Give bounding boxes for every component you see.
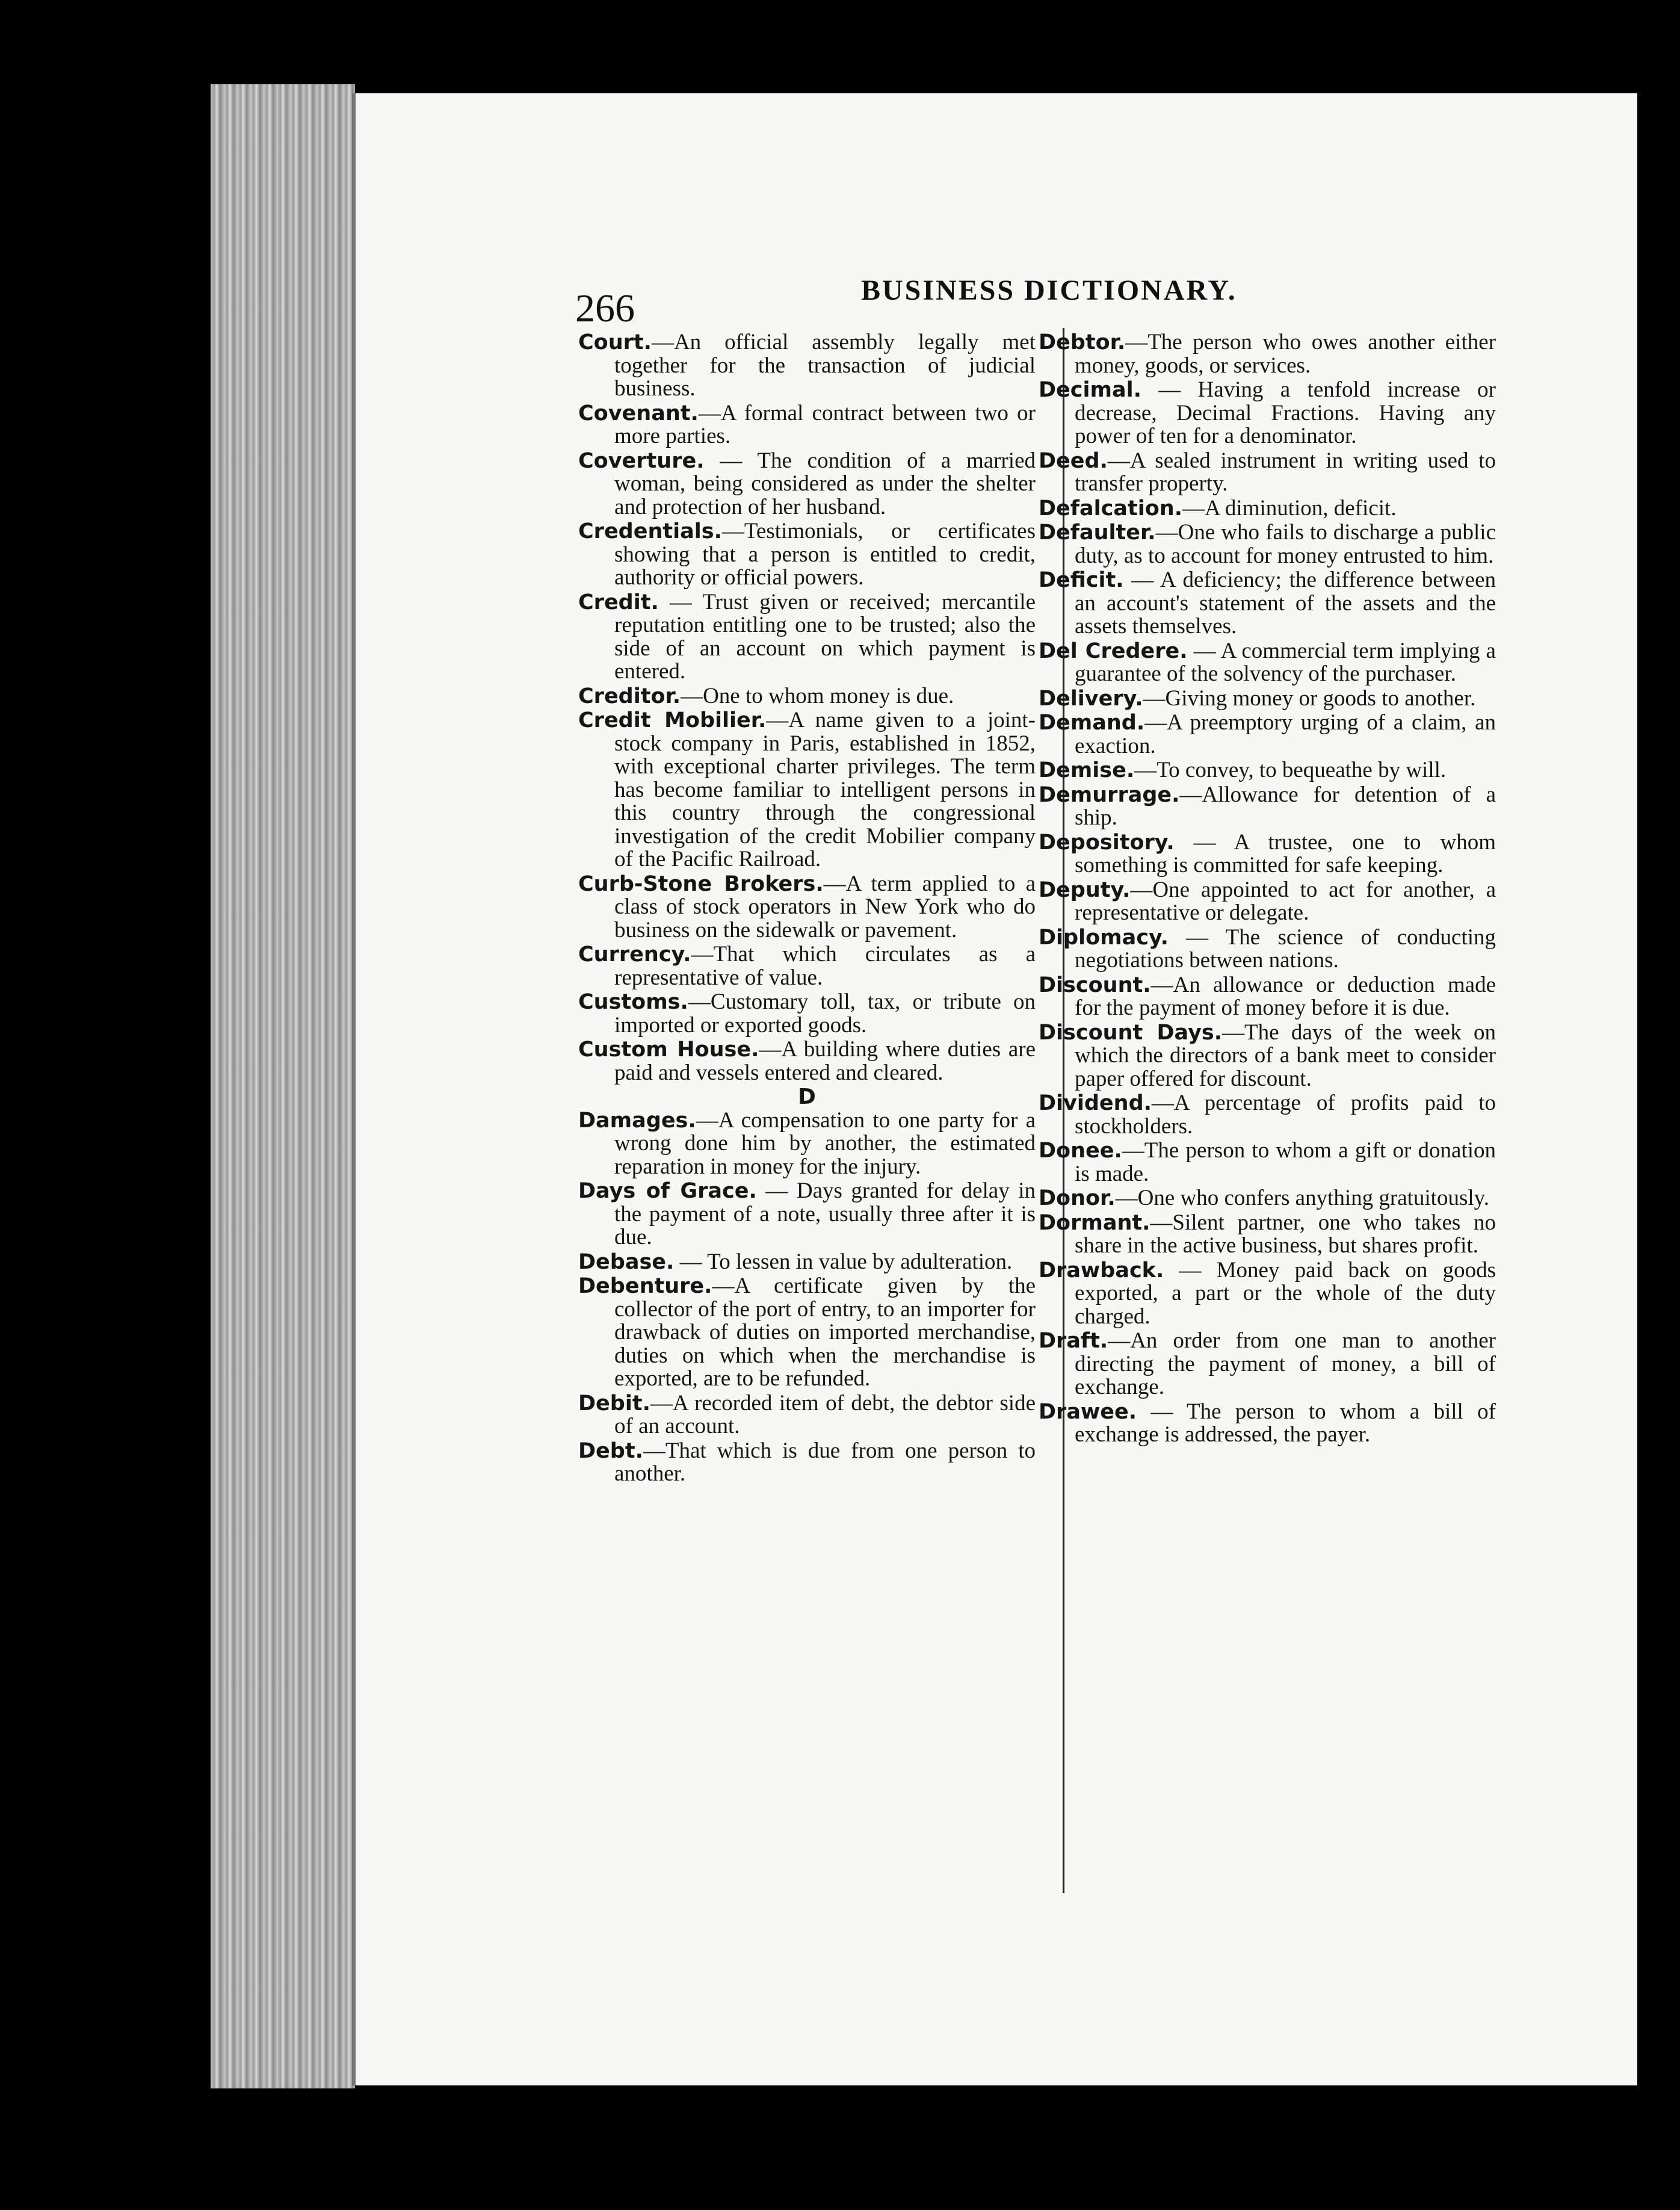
dictionary-entry [1039,687,1496,711]
dictionary-entry [578,685,1036,708]
dictionary-entry [578,1180,1036,1249]
entry-definition: —One to whom money is due. [681,683,954,708]
entry-definition: —An order from one man to another directing the payment of money, a bill of exchange. [1075,1328,1496,1399]
entry-definition: —The person who owes another either money, goods, or services. [1075,330,1496,378]
dictionary-entry [578,520,1036,590]
dictionary-entry [578,1109,1036,1179]
left-entries-d [578,1109,1036,1486]
entry-term: Drawee. [1039,1399,1137,1424]
entry-definition: —The days of the week on which the directors of a bank meet to consider paper offered for discount. [1075,1020,1496,1091]
entry-definition: — The person to whom a bill of exchange is addressed, the payer. [1075,1399,1496,1447]
entry-definition: — Money paid back on goods exported, a part or the whole of the duty charged. [1075,1257,1496,1329]
entry-term: Deed. [1039,448,1108,473]
entry-term: Damages. [578,1108,696,1133]
entry-term: Debit. [578,1391,650,1416]
entry-definition: —A recorded item of debt, the debtor side of an account. [614,1390,1036,1438]
entry-definition: —A diminution, deficit. [1182,495,1397,521]
entry-definition: —Allowance for detention of a ship. [1075,782,1496,830]
entry-term: Decimal. [1039,378,1141,402]
entry-definition: —Testimonials, or certificates showing that a person is entitled to credit, authority or official powers. [614,519,1036,590]
dictionary-entry [578,450,1036,519]
entry-definition: — A deficiency; the difference between an account's statement of the assets and the assets themselves. [1075,568,1496,639]
dictionary-entry [1039,1259,1496,1329]
entry-term: Credentials. [578,519,722,543]
dictionary-entry [1039,784,1496,830]
entry-definition: —A building where duties are paid and vessels entered and cleared. [614,1037,1036,1085]
entry-term: Days of Grace. [578,1179,757,1203]
entry-term: Dormant. [1039,1210,1150,1235]
dictionary-entry [1039,1092,1496,1138]
dictionary-entry [578,1440,1036,1486]
dictionary-entry [1039,1139,1496,1186]
entry-definition: —Customary toll, tax, or tribute on imported or exported goods. [614,989,1036,1038]
entry-definition: —A percentage of profits paid to stockholders. [1075,1091,1496,1139]
dictionary-entry [1039,569,1496,639]
section-letter: D [798,1085,816,1109]
entry-definition: —The person to whom a gift or donation is made. [1075,1138,1496,1186]
entry-term: Coverture. [578,448,705,473]
entry-definition: —A certificate given by the collector of the port of entry, to an importer for drawback of duties on imported merchandise, duties on which when the merchandise is exported, are to be refunded. [614,1274,1036,1391]
entry-term: Deficit. [1039,568,1124,592]
dictionary-entry [1039,331,1496,377]
dictionary-entry [1039,1212,1496,1258]
entry-definition: —One who confers anything gratuitously. [1115,1186,1489,1210]
entry-term: Credit Mobilier. [578,708,767,732]
entry-term: Currency. [578,942,691,967]
entry-definition: — The science of conducting negotiations between nations. [1075,924,1496,973]
entry-definition: — The condition of a married woman, being considered as under the shelter and protection of her husband. [614,448,1036,519]
dictionary-entry [1039,450,1496,496]
entry-definition: —To convey, to bequeathe by will. [1134,758,1447,782]
entry-definition: —A term applied to a class of stock operators in New York who do business on the sidewalk or pavement. [614,871,1036,942]
entry-term: Debt. [578,1438,643,1463]
dictionary-entry [1039,1329,1496,1399]
entry-definition: — A commercial term implying a guarantee of the solvency of the purchaser. [1075,638,1496,686]
entry-definition: —That which is due from one person to another. [614,1438,1036,1486]
dictionary-entry [578,991,1036,1037]
entry-definition: — Days granted for delay in the payment of a note, usually three after it is due. [614,1178,1036,1249]
entry-definition: — Trust given or received; mercantile reputation entitling one to be trusted; also the side of an account on which payment is entered. [614,589,1036,684]
entry-term: Debenture. [578,1274,712,1298]
entry-term: Diplomacy. [1039,925,1169,950]
entry-term: Creditor. [578,684,681,708]
dictionary-entry [1039,640,1496,686]
dictionary-entry [1039,1021,1496,1091]
entry-definition: —A name given to a joint-stock company in Paris, established in 1852, with exceptional charter privileges. The term has become familiar to intelligent persons in this country through the congressional investigation of the credit Mobilier company of the Pacific Railroad. [614,708,1036,871]
dictionary-entry [1039,521,1496,568]
dictionary-entry [1039,1401,1496,1447]
entry-term: Donor. [1039,1186,1116,1210]
entry-term: Customs. [578,990,688,1014]
entry-term: Credit. [578,590,659,614]
dictionary-entry [1039,974,1496,1020]
entry-term: Demurrage. [1039,782,1180,807]
entry-definition: —One appointed to act for another, a representative or delegate. [1075,877,1496,925]
dictionary-entry [578,1038,1036,1085]
entry-definition: —One who fails to discharge a public duty, as to account for money entrusted to him. [1075,520,1496,568]
entry-term: Defaulter. [1039,521,1156,545]
entry-term: Curb-Stone Brokers. [578,871,824,896]
book-page [352,93,1637,2085]
entry-term: Covenant. [578,401,699,426]
dictionary-entry [1039,831,1496,878]
entry-definition: —A compensation to one party for a wrong done him by another, the estimated reparation in money for the injury. [614,1107,1036,1179]
dictionary-entry [578,1275,1036,1391]
dictionary-entry [578,1392,1036,1438]
dictionary-entry [1039,379,1496,448]
running-head: BUSINESS DICTIONARY. [861,274,1237,306]
dictionary-entry [578,331,1036,401]
entry-term: Delivery. [1039,686,1143,711]
entry-term: Demand. [1039,711,1145,735]
entry-definition: —An allowance or deduction made for the payment of money before it is due. [1075,972,1496,1020]
left-column [578,331,1036,1487]
dictionary-entry [1039,759,1496,782]
right-entries [1039,331,1496,1447]
dictionary-entry [578,943,1036,989]
entry-term: Discount. [1039,973,1151,997]
dictionary-entry [1039,926,1496,973]
entry-definition: — To lessen in value by adulteration. [674,1249,1013,1274]
page-number: 266 [575,286,635,330]
dictionary-entry [1039,879,1496,925]
entry-definition: —A formal contract between two or more parties. [614,400,1036,448]
entry-definition: —Silent partner, one who takes no share in the active business, but shares profit. [1075,1210,1496,1258]
entry-definition: —A sealed instrument in writing used to transfer property. [1075,448,1496,496]
entry-term: Custom House. [578,1038,759,1062]
entry-term: Del Credere. [1039,639,1188,663]
entry-term: Debase. [578,1249,675,1274]
entry-term: Depository. [1039,830,1175,855]
dictionary-entry [578,873,1036,942]
dictionary-entry [578,1251,1036,1274]
entry-definition: — A trustee, one to whom something is committed for safe keeping. [1075,829,1496,878]
entry-term: Drawback. [1039,1258,1164,1283]
entry-definition: —A preemptory urging of a claim, an exaction. [1075,710,1496,758]
entry-term: Donee. [1039,1139,1122,1163]
entry-definition: —An official assembly legally met together for the transaction of judicial business. [614,330,1036,401]
entry-term: Draft. [1039,1329,1108,1353]
entry-definition: —Giving money or goods to another. [1143,686,1476,711]
dictionary-entry [1039,1187,1496,1210]
entry-term: Demise. [1039,758,1135,782]
dictionary-entry [1039,711,1496,758]
right-column [1039,331,1496,1448]
entry-term: Deputy. [1039,878,1131,902]
entry-term: Discount Days. [1039,1020,1223,1045]
dictionary-entry [578,709,1036,871]
entry-term: Debtor. [1039,330,1126,354]
page-edges [211,84,355,2088]
dictionary-entry [1039,497,1496,521]
entry-term: Dividend. [1039,1091,1152,1115]
entry-definition: —That which circulates as a representative of value. [614,942,1036,990]
entry-term: Court. [578,330,652,354]
left-entries [578,331,1036,1085]
dictionary-entry [578,402,1036,448]
entry-definition: — Having a tenfold increase or decrease, Decimal Fractions. Having any power of ten for a denominator. [1075,377,1496,448]
dictionary-entry [578,591,1036,684]
entry-term: Defalcation. [1039,496,1182,521]
